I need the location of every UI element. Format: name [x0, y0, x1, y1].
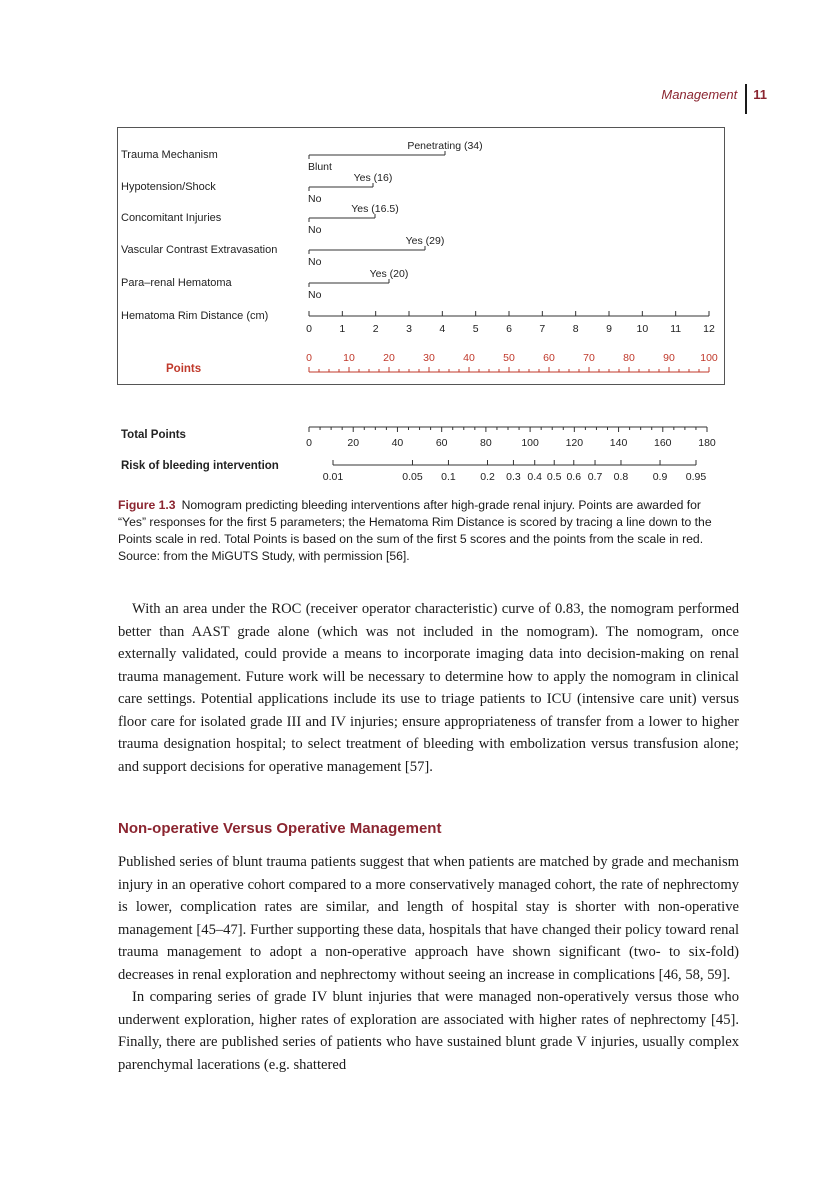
total-points-tick-label: 80 [480, 437, 492, 449]
running-head-section: Management [661, 87, 738, 102]
total-points-tick-label: 20 [347, 437, 360, 449]
points-scale-tick-label: 70 [583, 352, 595, 364]
risk-tick-label: 0.2 [480, 471, 495, 483]
rim-distance-tick-label: 8 [572, 323, 579, 335]
points-scale-tick-label: 0 [306, 352, 312, 364]
risk-tick-label: 0.01 [322, 471, 344, 483]
paragraph-grade-iv: In comparing series of grade IV blunt injuries that were managed non-operatively versus those who underwent exploration, higher rates of exploration are associated with higher rates of nephrectomy [45]. Finally, there are published series of patients who have sustained blunt grade V injuries, usually complex parenchymal lacerations (e.g. shattered [118, 989, 739, 1073]
points-scale-tick-label: 20 [383, 352, 395, 364]
risk-tick-label: 0.4 [527, 471, 543, 483]
paragraph-roc: With an area under the ROC (receiver operator characteristic) curve of 0.83, the nomogram performed better than AAST grade alone (which was not included in the nomogram). The nomogram, once externally validated, could provide a means to incorporate imaging data into decision-making on renal trauma management. Future work will be necessary to determine how to apply the nomogram in clinical care settings. Potential applications include its use to triage patients to ICU (intensive care unit) versus floor care for isolated grade III and IV injuries; ensure appropriateness of transfer from a lower to higher trauma designation hospital; to select treatment of bleeding with embolization versus transfusion alone; and support decisions for operative management [57]. [118, 601, 739, 775]
total-points-tick-label: 40 [391, 437, 404, 449]
figure-caption [118, 497, 730, 565]
rim-distance-tick-label: 7 [539, 323, 546, 335]
predictor-label-hypotension-shock: Hypotension/Shock [121, 181, 216, 193]
points-scale-tick-label: 90 [663, 352, 675, 364]
total-points-tick-label: 120 [565, 437, 584, 449]
paragraph-published-series: Published series of blunt trauma patients suggest that when patients are matched by grade and mechanism injury in an operative cohort compared to a more conservatively managed cohort, the rate of nephrectomy is lower, complication rates are similar, and length of hospital stay is shorter with non-operative management [45–47]. Further supporting these data, hospitals that have changed their policy toward renal trauma management to adopt a non-operative approach have shown significant (two- to six-fold) decreases in renal exploration and nephrectomy without seeing an increase in complications [46, 58, 59]. [118, 854, 739, 983]
points-scale-tick-label: 40 [463, 352, 475, 364]
points-scale-tick-label: 60 [543, 352, 555, 364]
predictor-label-trauma-mechanism: Trauma Mechanism [121, 149, 218, 161]
rim-distance-tick-label: 2 [372, 323, 379, 335]
points-scale-tick-label: 10 [343, 352, 355, 364]
rim-distance-tick-label: 0 [306, 323, 312, 335]
nomogram-figure [0, 0, 829, 490]
level-label-low: No [308, 256, 322, 268]
total-points-tick-label: 160 [654, 437, 672, 449]
level-label-low: No [308, 193, 322, 205]
points-scale-tick-label: 80 [623, 352, 635, 364]
risk-tick-label: 0.6 [566, 471, 582, 483]
points-scale-tick-label: 100 [700, 352, 718, 364]
risk-tick-label: 0.9 [652, 471, 668, 483]
page-number: 11 [753, 87, 767, 102]
risk-label: Risk of bleeding intervention [121, 460, 279, 472]
rim-distance-tick-label: 9 [606, 323, 612, 335]
rim-distance-tick-label: 12 [703, 323, 715, 335]
risk-tick-label: 0.7 [587, 471, 603, 483]
points-scale-tick-label: 50 [503, 352, 515, 364]
predictor-label-vascular-contrast-extravasation: Vascular Contrast Extravasation [121, 244, 278, 256]
points-scale-label: Points [166, 363, 202, 375]
rim-distance-tick-label: 10 [636, 323, 649, 335]
rim-distance-tick-label: 4 [439, 323, 446, 335]
level-label-high: Penetrating (34) [407, 140, 483, 152]
total-points-tick-label: 140 [609, 437, 628, 449]
rim-distance-tick-label: 6 [506, 323, 512, 335]
rim-distance-tick-label: 5 [472, 323, 479, 335]
level-label-high: Yes (16) [353, 172, 393, 184]
figure-caption-text: Nomogram predicting bleeding interventions after high-grade renal injury. Points are awarded for “Yes” responses for the first 5 parameters; the Hematoma Rim Distance is scored by tracing a line down to the Points scale in red. Total Points is based on the sum of the first 5 scores and the points from the scale in red. Source: from the MiGUTS Study, with permission [56]. [118, 498, 712, 563]
risk-tick-label: 0.95 [685, 471, 707, 483]
points-scale-tick-label: 30 [423, 352, 435, 364]
predictor-label-para-renal-hematoma: Para–renal Hematoma [121, 277, 232, 289]
total-points-label: Total Points [121, 429, 186, 441]
level-label-low: Blunt [308, 161, 332, 173]
figure-label: Figure 1.3 [118, 498, 176, 512]
total-points-tick-label: 60 [435, 437, 448, 449]
rim-distance-label: Hematoma Rim Distance (cm) [121, 310, 269, 322]
rim-distance-tick-label: 1 [339, 323, 346, 335]
risk-tick-label: 0.8 [613, 471, 629, 483]
rim-distance-tick-label: 11 [670, 323, 682, 335]
section-heading: Non-operative Versus Operative Management [118, 820, 442, 837]
level-label-low: No [308, 289, 322, 301]
risk-tick-label: 0.1 [441, 471, 456, 483]
total-points-tick-label: 0 [306, 437, 312, 449]
level-label-high: Yes (16.5) [351, 203, 399, 215]
level-label-high: Yes (29) [405, 235, 445, 247]
risk-tick-label: 0.5 [546, 471, 562, 483]
predictor-label-concomitant-injuries: Concomitant Injuries [121, 212, 222, 224]
level-label-low: No [308, 224, 322, 236]
level-label-high: Yes (20) [369, 268, 409, 280]
risk-tick-label: 0.05 [402, 471, 423, 483]
total-points-tick-label: 180 [698, 437, 716, 449]
nomogram-frame [118, 128, 725, 385]
total-points-tick-label: 100 [521, 437, 539, 449]
risk-tick-label: 0.3 [506, 471, 521, 483]
rim-distance-tick-label: 3 [406, 323, 412, 335]
